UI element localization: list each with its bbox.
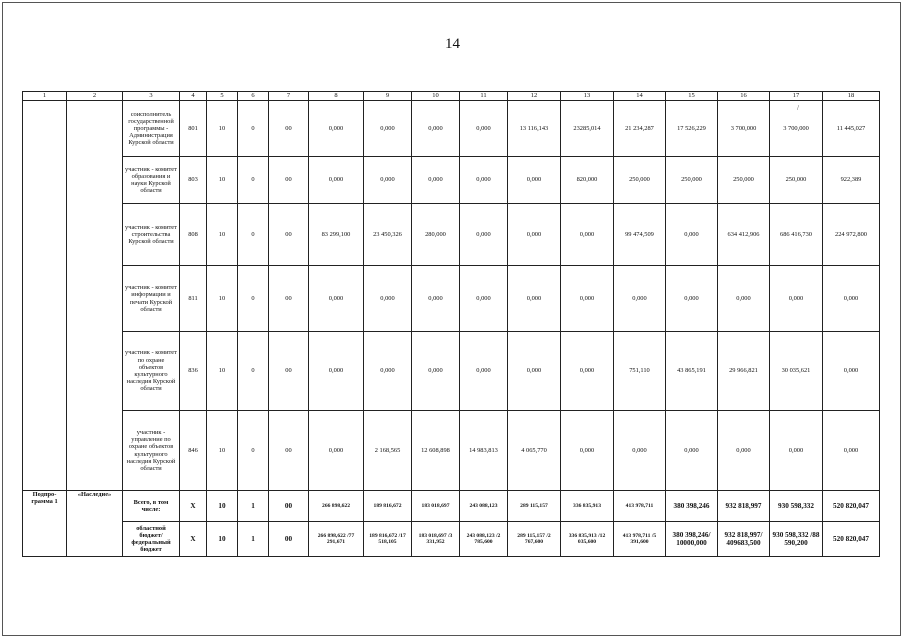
- value-cell: 14 983,813: [460, 411, 508, 491]
- value-cell: 686 416,730: [770, 204, 823, 266]
- budget-value-cell: 380 398,246/ 10000,000: [666, 522, 718, 557]
- table-row: [23, 411, 880, 491]
- value-cell: 11 445,027: [823, 101, 880, 157]
- value-cell: 250,000: [666, 157, 718, 204]
- value-cell: 250,000: [770, 157, 823, 204]
- budget-value-cell: 189 816,672 /17 518,105: [364, 522, 412, 557]
- total-value-cell: 413 978,711: [614, 491, 666, 522]
- value-cell: 0: [238, 266, 269, 332]
- table-row: [23, 332, 880, 411]
- value-cell: 0: [238, 204, 269, 266]
- page-number: 14: [445, 36, 460, 52]
- value-cell: 23 450,326: [364, 204, 412, 266]
- column-header: 11: [460, 92, 508, 101]
- participant-cell: участник - комитет образования и науки Курской области: [123, 157, 180, 204]
- value-cell: 0,000: [508, 204, 561, 266]
- value-cell: 00: [269, 157, 309, 204]
- value-cell: 0,000: [614, 411, 666, 491]
- value-cell: 0,000: [666, 266, 718, 332]
- total-value-cell: 932 818,997: [718, 491, 770, 522]
- value-cell: 0,000: [412, 266, 460, 332]
- value-cell: 0,000: [823, 266, 880, 332]
- column-header: 12: [508, 92, 561, 101]
- value-cell: 250,000: [614, 157, 666, 204]
- total-value-cell: 289 115,157: [508, 491, 561, 522]
- value-cell: 21 234,287: [614, 101, 666, 157]
- value-cell: 0,000: [460, 101, 508, 157]
- subprogram-total-row: [23, 491, 880, 522]
- column-header: 7: [269, 92, 309, 101]
- value-cell: 0,000: [508, 332, 561, 411]
- value-cell: 0,000: [561, 204, 614, 266]
- value-cell: 0,000: [508, 157, 561, 204]
- budget-value-cell: 930 598,332 /88 590,200: [770, 522, 823, 557]
- value-cell: 0,000: [508, 266, 561, 332]
- column-header: 13: [561, 92, 614, 101]
- value-cell: 0,000: [823, 332, 880, 411]
- value-cell: 0,000: [309, 332, 364, 411]
- value-cell: 00: [269, 332, 309, 411]
- value-cell: 12 608,898: [412, 411, 460, 491]
- value-cell: 0,000: [561, 332, 614, 411]
- total-value-cell: 930 598,332: [770, 491, 823, 522]
- value-cell: 0,000: [770, 266, 823, 332]
- table-row: [23, 157, 880, 204]
- value-cell: 0,000: [412, 332, 460, 411]
- value-cell: 0,000: [412, 157, 460, 204]
- value-cell: 4 065,770: [508, 411, 561, 491]
- column-header: 18: [823, 92, 880, 101]
- value-cell: 224 972,800: [823, 204, 880, 266]
- column-header: 14: [614, 92, 666, 101]
- budget-label-cell: областной бюджет/ федеральный бюджет: [123, 522, 180, 557]
- budget-value-cell: 00: [269, 522, 309, 557]
- value-cell: 0,000: [666, 204, 718, 266]
- column-header: 8: [309, 92, 364, 101]
- stray-mark: /: [797, 104, 799, 112]
- budget-value-cell: 243 088,123 /2 785,600: [460, 522, 508, 557]
- value-cell: 99 474,509: [614, 204, 666, 266]
- total-value-cell: 243 088,123: [460, 491, 508, 522]
- column-header: 6: [238, 92, 269, 101]
- column-header: 15: [666, 92, 718, 101]
- total-value-cell: 266 898,622: [309, 491, 364, 522]
- value-cell: 846: [180, 411, 207, 491]
- table-row: [23, 266, 880, 332]
- value-cell: 0,000: [666, 411, 718, 491]
- column-header: 9: [364, 92, 412, 101]
- value-cell: 808: [180, 204, 207, 266]
- value-cell: 811: [180, 266, 207, 332]
- value-cell: 634 412,906: [718, 204, 770, 266]
- value-cell: 2 168,565: [364, 411, 412, 491]
- total-label-cell: Всего, в том числе:: [123, 491, 180, 522]
- value-cell: 10: [207, 204, 238, 266]
- value-cell: 00: [269, 411, 309, 491]
- total-value-cell: X: [180, 491, 207, 522]
- value-cell: 0,000: [412, 101, 460, 157]
- value-cell: 820,000: [561, 157, 614, 204]
- value-cell: 0,000: [309, 266, 364, 332]
- value-cell: 0,000: [460, 332, 508, 411]
- value-cell: 803: [180, 157, 207, 204]
- value-cell: 922,389: [823, 157, 880, 204]
- budget-value-cell: 289 115,157 /2 767,600: [508, 522, 561, 557]
- value-cell: 836: [180, 332, 207, 411]
- subprogram-budget-row: [23, 522, 880, 557]
- participant-cell: участник - комитет строительства Курской области: [123, 204, 180, 266]
- value-cell: 0,000: [309, 101, 364, 157]
- total-value-cell: 183 018,697: [412, 491, 460, 522]
- status-cell: [23, 101, 67, 491]
- budget-value-cell: 10: [207, 522, 238, 557]
- value-cell: 0,000: [364, 157, 412, 204]
- value-cell: 29 966,821: [718, 332, 770, 411]
- total-value-cell: 10: [207, 491, 238, 522]
- program-name-cell: [67, 101, 123, 491]
- value-cell: 0,000: [309, 411, 364, 491]
- value-cell: 10: [207, 266, 238, 332]
- value-cell: 0,000: [364, 266, 412, 332]
- total-value-cell: 189 816,672: [364, 491, 412, 522]
- value-cell: 0,000: [718, 411, 770, 491]
- value-cell: 0: [238, 411, 269, 491]
- participant-cell: участник - комитет информации и печати Курской области: [123, 266, 180, 332]
- table-body: [23, 92, 880, 557]
- value-cell: 250,000: [718, 157, 770, 204]
- column-header: 16: [718, 92, 770, 101]
- value-cell: 801: [180, 101, 207, 157]
- value-cell: 0,000: [614, 266, 666, 332]
- value-cell: 3 700,000: [718, 101, 770, 157]
- value-cell: 13 116,143: [508, 101, 561, 157]
- participant-cell: участник - управление по охране объектов культурного наследия Курской области: [123, 411, 180, 491]
- value-cell: 0: [238, 101, 269, 157]
- budget-value-cell: 413 978,711 /5 391,600: [614, 522, 666, 557]
- value-cell: 0: [238, 332, 269, 411]
- subprogram-name-cell: «Наследие»: [67, 491, 123, 557]
- participant-cell: соисполнитель государственной программы - Администрация Курской области: [123, 101, 180, 157]
- value-cell: 00: [269, 101, 309, 157]
- value-cell: 0,000: [561, 266, 614, 332]
- subprogram-status-cell: Подпро-грамма 1: [23, 491, 67, 557]
- value-cell: 43 865,191: [666, 332, 718, 411]
- value-cell: 10: [207, 101, 238, 157]
- value-cell: 0,000: [770, 411, 823, 491]
- value-cell: 0,000: [561, 411, 614, 491]
- total-value-cell: 1: [238, 491, 269, 522]
- value-cell: 10: [207, 157, 238, 204]
- value-cell: 0,000: [364, 101, 412, 157]
- value-cell: 751,110: [614, 332, 666, 411]
- value-cell: 00: [269, 204, 309, 266]
- value-cell: 280,000: [412, 204, 460, 266]
- budget-value-cell: 932 818,997/ 409683,500: [718, 522, 770, 557]
- value-cell: 0,000: [309, 157, 364, 204]
- value-cell: 17 526,229: [666, 101, 718, 157]
- value-cell: 30 035,621: [770, 332, 823, 411]
- table-row: [23, 101, 880, 157]
- budget-value-cell: X: [180, 522, 207, 557]
- value-cell: 0,000: [823, 411, 880, 491]
- column-header: 17: [770, 92, 823, 101]
- value-cell: 0,000: [460, 204, 508, 266]
- budget-table: [22, 91, 880, 557]
- table-row: [23, 204, 880, 266]
- budget-value-cell: 1: [238, 522, 269, 557]
- value-cell: 3 700,000: [770, 101, 823, 157]
- column-header: 1: [23, 92, 67, 101]
- value-cell: 0,000: [364, 332, 412, 411]
- total-value-cell: 520 820,047: [823, 491, 880, 522]
- column-number-row: [23, 92, 880, 101]
- value-cell: 0,000: [460, 157, 508, 204]
- total-value-cell: 336 835,913: [561, 491, 614, 522]
- column-header: 10: [412, 92, 460, 101]
- total-value-cell: 00: [269, 491, 309, 522]
- total-value-cell: 380 398,246: [666, 491, 718, 522]
- column-header: 2: [67, 92, 123, 101]
- column-header: 5: [207, 92, 238, 101]
- value-cell: 23285,014: [561, 101, 614, 157]
- value-cell: 10: [207, 411, 238, 491]
- column-header: 4: [180, 92, 207, 101]
- value-cell: 00: [269, 266, 309, 332]
- participant-cell: участник - комитет по охране объектов культурного наследия Курской области: [123, 332, 180, 411]
- budget-value-cell: 520 820,047: [823, 522, 880, 557]
- budget-value-cell: 336 835,913 /12 035,600: [561, 522, 614, 557]
- value-cell: 10: [207, 332, 238, 411]
- value-cell: 0,000: [718, 266, 770, 332]
- column-header: 3: [123, 92, 180, 101]
- value-cell: 83 299,100: [309, 204, 364, 266]
- value-cell: 0,000: [460, 266, 508, 332]
- budget-value-cell: 266 898,622 /77 291,671: [309, 522, 364, 557]
- budget-value-cell: 183 018,697 /3 331,952: [412, 522, 460, 557]
- value-cell: 0: [238, 157, 269, 204]
